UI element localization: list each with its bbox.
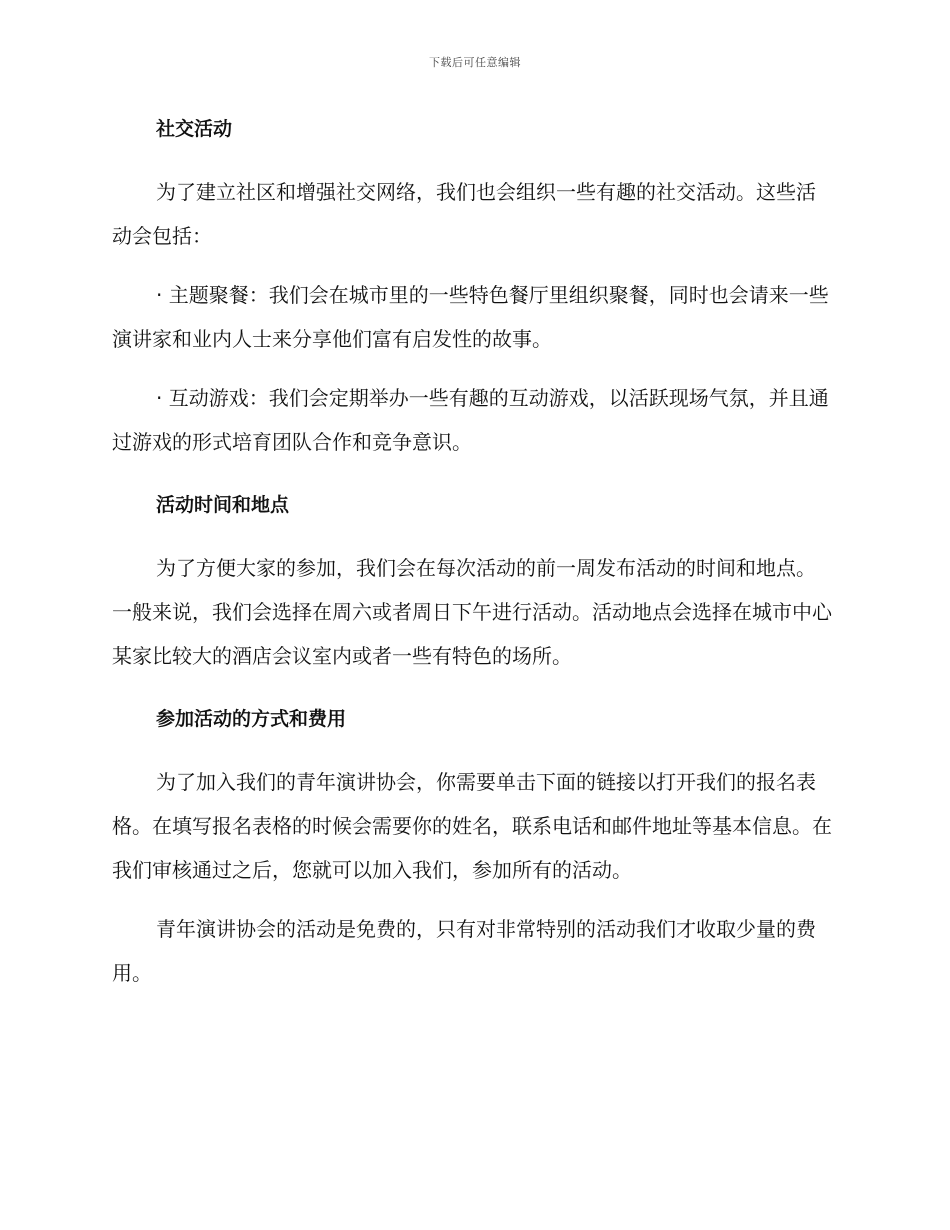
social-item-interactive-games: · 互动游戏：我们会定期举办一些有趣的互动游戏，以活跃现场气氛，并且通过游戏的形式培育团队合作和竞争意识。 [112, 386, 829, 454]
time-place-paragraph: 为了方便大家的参加，我们会在每次活动的前一周发布活动的时间和地点。一般来说，我们会选择在周六或者周日下午进行活动。活动地点会选择在城市中心某家比较大的酒店会议室内或者一些有特色的场所。 [112, 556, 832, 668]
section-heading-time-place: 活动时间和地点 [156, 494, 290, 516]
social-intro-paragraph: 为了建立社区和增强社交网络，我们也会组织一些有趣的社交活动。这些活动会包括： [112, 180, 816, 248]
section-heading-social: 社交活动 [156, 118, 233, 140]
section-heading-join-fee: 参加活动的方式和费用 [156, 708, 347, 730]
header-note: 下载后可任意编辑 [429, 56, 521, 69]
join-paragraph: 为了加入我们的青年演讲协会，你需要单击下面的链接以打开我们的报名表格。在填写报名表格的时候会需要你的姓名，联系电话和邮件地址等基本信息。在我们审核通过之后，您就可以加入我们，参加所有的活动。 [112, 770, 832, 882]
social-item-theme-dinner: · 主题聚餐：我们会在城市里的一些特色餐厅里组织聚餐，同时也会请来一些演讲家和业内人士来分享他们富有启发性的故事。 [112, 283, 829, 351]
fee-paragraph: 青年演讲协会的活动是免费的，只有对非常特别的活动我们才收取少量的费用。 [112, 917, 816, 985]
document-body [112, 114, 834, 995]
